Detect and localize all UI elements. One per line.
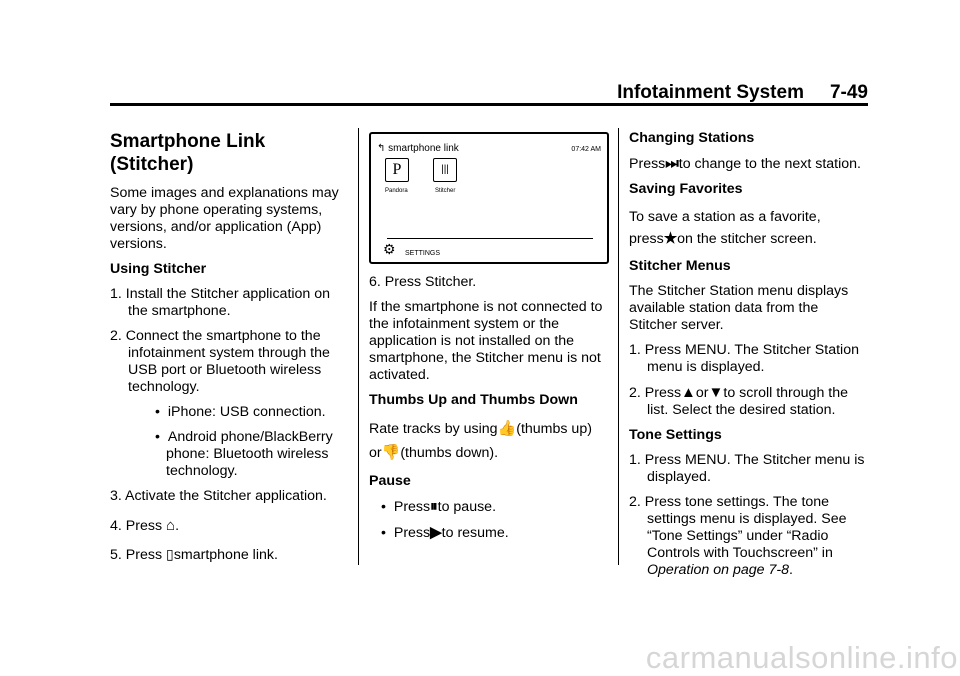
bullet-iphone: • iPhone: USB connection.	[155, 404, 326, 420]
watermark: carmanualsonline.info	[645, 640, 958, 675]
play-icon: ▶	[430, 524, 442, 541]
pause-heading: Pause	[369, 473, 411, 489]
home-icon: ⌂	[166, 517, 176, 534]
menus-text: The Stitcher Station menu displays available station data from the Stitcher server.	[629, 283, 849, 333]
favorites-text: To save a station as a favorite, press★on the stitcher screen.	[629, 209, 821, 247]
back-arrow-icon: ↰	[377, 143, 386, 154]
tone-step-1: 1. Press MENU. The Stitcher menu is displayed.	[629, 452, 865, 485]
using-heading: Using Stitcher	[110, 261, 207, 277]
not-connected-text: If the smartphone is not connected to the infotainment system or the application is not installed on the smartphone, the Stitcher menu is not activated.	[369, 299, 603, 383]
page-number: 7-49	[829, 82, 868, 103]
pandora-app-icon: P	[385, 158, 409, 182]
intro-text: Some images and explanations may vary by phone operating systems, versions, and/or application (App) versions.	[110, 185, 339, 252]
smartphone-icon: ▯	[166, 547, 174, 563]
screen-title: ↰ smartphone link	[377, 143, 459, 154]
step-1: 1. Install the Stitcher application on the smartphone.	[110, 286, 331, 319]
favorites-heading: Saving Favorites	[629, 181, 743, 197]
step-2: 2. Connect the smartphone to the infotainment system through the USB port or Bluetooth wireless technology.	[110, 328, 330, 395]
settings-gear-icon: ⚙	[383, 241, 396, 257]
star-icon: ★	[663, 230, 678, 247]
step-3: 3. Activate the Stitcher application.	[110, 488, 327, 504]
changing-heading: Changing Stations	[629, 130, 755, 146]
menus-step-1: 1. Press MENU. The Stitcher Station menu is displayed.	[629, 342, 859, 375]
thumbs-heading: Thumbs Up and Thumbs Down	[369, 392, 578, 408]
stitcher-label: Stitcher	[435, 188, 456, 194]
screen-divider	[387, 238, 593, 239]
rate-text: Rate tracks by using👍(thumbs up) or👎(thumbs down).	[369, 420, 592, 461]
menus-heading: Stitcher Menus	[629, 258, 731, 274]
settings-label: SETTINGS	[405, 250, 441, 257]
pandora-label: Pandora	[385, 188, 408, 194]
step-6: 6. Press Stitcher.	[369, 274, 477, 290]
resume-bullet: • Press▶to resume.	[381, 524, 509, 541]
bullet-android: • Android phone/BlackBerry phone: Bluetooth wireless technology.	[155, 429, 333, 479]
thumbs-up-icon: 👍	[497, 420, 517, 437]
tone-step-2: 2. Press tone settings. The tone settings menu is displayed. See “Tone Settings” under “Radio Controls with Touchscreen” in Operation on page 7-8.	[629, 494, 847, 578]
menus-step-2: 2. Press▲or▼to scroll through the list. Select the desired station.	[629, 384, 848, 418]
changing-text: Press⏭to change to the next station.	[629, 155, 861, 172]
next-station-icon: ⏭	[665, 155, 679, 172]
column-3	[629, 128, 869, 587]
section-title: Infotainment System	[617, 82, 804, 103]
step-5: 5. Press ▯smartphone link.	[110, 547, 278, 563]
section-heading: Smartphone Link (Stitcher)	[110, 131, 266, 175]
page-reference: Operation on page 7-8	[647, 562, 789, 578]
header-rule	[110, 103, 868, 106]
column-divider	[358, 128, 359, 565]
pause-bullet: • Press⏸to pause.	[381, 498, 497, 515]
down-arrow-icon: ▼	[708, 384, 724, 401]
smartphone-link-screen-figure	[369, 132, 609, 264]
thumbs-down-icon: 👎	[381, 444, 401, 461]
step-4: 4. Press ⌂.	[110, 517, 180, 534]
stitcher-app-icon: |||	[433, 158, 457, 182]
column-2	[369, 128, 609, 550]
pause-icon: ⏸	[430, 498, 438, 515]
up-arrow-icon: ▲	[681, 384, 696, 401]
column-divider	[618, 128, 619, 565]
screen-clock: 07:42 AM	[571, 146, 601, 153]
tone-heading: Tone Settings	[629, 427, 722, 443]
page-header	[617, 82, 868, 104]
column-1	[110, 128, 350, 572]
